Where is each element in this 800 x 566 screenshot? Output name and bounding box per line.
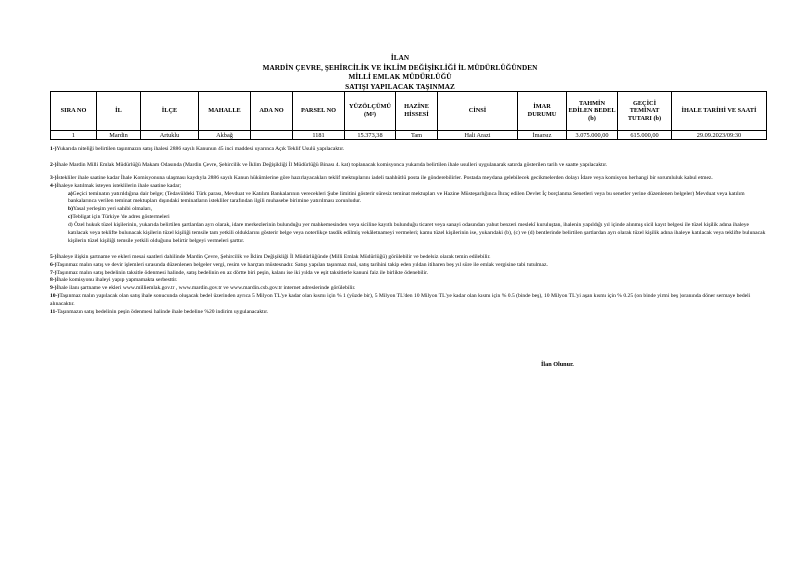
- clause-number: 11-: [50, 309, 58, 316]
- col-yuzolcumu: YÜZÖLÇÜMÜ (M²): [345, 92, 396, 131]
- clause-text: Taşınmazın satış bedelinin peşin ödenmesi halinde ihale bedeline %20 indirim uygulanacaktır.: [57, 309, 269, 316]
- header-subject: SATIŞI YAPILACAK TAŞINMAZ: [345, 82, 455, 91]
- header-authority: MARDİN ÇEVRE, ŞEHİRCİLİK VE İKLİM DEĞİŞİKLİĞİ İL MÜDÜRLÜĞÜNDEN: [262, 63, 538, 72]
- col-sira-no: SIRA NO: [51, 92, 97, 131]
- col-il: İL: [97, 92, 141, 131]
- subclause-label: a): [68, 190, 73, 197]
- clause-4c: [50, 214, 768, 222]
- col-imar-durumu: İMAR DURUMU: [518, 92, 567, 131]
- property-table: [50, 91, 767, 140]
- clause-text: Yukarıda niteliği belirtilen taşınmazın satış ihalesi 2886 sayılı Kanunun 45 inci maddesi uyarınca Açık Teklif Usulü yapılacaktır.: [56, 146, 345, 152]
- clause-11: [50, 309, 768, 317]
- announcement-header: [0, 54, 800, 92]
- col-gecici-teminat: GEÇİCİ TEMİNAT TUTARI (b): [618, 92, 672, 131]
- clause-4d: [50, 222, 768, 246]
- cell-gecici-teminat: 615.000,00: [618, 131, 672, 140]
- header-title: İLAN: [390, 54, 410, 62]
- col-cinsi: CİNSİ: [438, 92, 518, 131]
- clause-text: Taşınmaz malın satış bedelinin taksitle ödenmesi halinde, satış bedelinin en az dörtte biri peşin, kalanı ise iki yılda ve eşit taksitlerle kanuni faiz ile birlikte ödenebilir.: [56, 269, 429, 276]
- clause-number: 9-): [50, 285, 57, 292]
- col-ada-no: ADA NO: [251, 92, 293, 131]
- clause-number: 8-): [50, 277, 57, 284]
- clause-6: [50, 262, 768, 270]
- clause-4a: [50, 191, 768, 207]
- clause-3: [50, 175, 768, 183]
- subclause-label: d): [68, 222, 73, 229]
- cell-imar-durumu: İmarsız: [518, 131, 567, 140]
- cell-sira-no: 1: [51, 131, 97, 140]
- clause-1: [50, 146, 768, 154]
- clause-10: [50, 293, 768, 309]
- cell-yuzolcumu: 15.373,38: [345, 131, 396, 140]
- cell-ilce: Artuklu: [141, 131, 199, 140]
- header-department: MİLLİ EMLAK MÜDÜRLÜĞÜ: [348, 73, 452, 82]
- clause-text: Taşınmaz malın yapılacak olan satış ihale sonucunda oluşacak bedel üzerinden ayrıca 5 Milyon TL'ye kadar olan kısmı için % 1 (yüzde bir), 5 Milyon TL'den 10 Milyon TL'ye kadar olan kısmı için % 0.5 (binde beş), 10 Milyon TL'yi aşan kısmı için % 0.25 (on binde yirmi beş )oranında döner sermaye bedeli alınacaktır.: [50, 293, 751, 308]
- clause-text: Taşınmaz malın satış ve devir işlemleri sırasında düzenlenen belgeler vergi, resim ve harçtan müstesnadır. Satışı yapılan taşınmaz mal, satış tarihini takip eden yıldan itibaren beş yıl süre ile emlak vergisine tabi tutulmaz.: [56, 261, 548, 268]
- cell-il: Mardin: [97, 131, 141, 140]
- clause-5: [50, 254, 768, 262]
- clause-number: 10-): [50, 293, 60, 300]
- clause-text: İhaleye ilişkin şartname ve ekleri mesai saatleri dahilinde Mardin Çevre, Şehircilik ve İklim Değişikliği İl Müdürlüğünde (Milli Emlak Müdürlüğü) görülebilir ve bedelsiz olarak temin edilebilir.: [56, 253, 491, 260]
- clause-text: Tebligat için Türkiye 'de adres göstermeleri: [72, 214, 170, 221]
- col-mahalle: MAHALLE: [199, 92, 251, 131]
- clause-number: 2-): [50, 161, 57, 168]
- clause-2: [50, 162, 768, 170]
- clause-text: İstekliler ihale saatine kadar İhale Komisyonuna ulaşması kaydıyla 2886 sayılı Kanun hükümlerine göre hazırlayacakları teklif mektuplarını iadeli taahhütlü posta ile gönderebilirler. Postada meydana gelebilecek gecikmelerden dolayı İdare veya komisyon herhangi bir sorumluluk kabul etmez.: [56, 174, 713, 181]
- subclause-label: b): [68, 206, 73, 213]
- col-hazine-hissesi: HAZİNE HİSSESİ: [396, 92, 438, 131]
- col-ilce: İLÇE: [141, 92, 199, 131]
- cell-hazine-hissesi: Tam: [396, 131, 438, 140]
- clause-text: İhaleye katılmak isteyen isteklilerin ihale saatine kadar;: [56, 182, 182, 189]
- cell-cinsi: Hali Arazi: [438, 131, 518, 140]
- cell-ada-no: [251, 131, 293, 140]
- announcement-body: [50, 146, 768, 317]
- table-header-row: [51, 92, 767, 131]
- col-parsel-no: PARSEL NO: [293, 92, 345, 131]
- clause-number: 1-): [50, 146, 57, 152]
- clause-text: İhale komisyonu ihaleyi yapıp yapmamakta serbesttir.: [56, 277, 178, 284]
- clause-text: İhale ilanı şartname ve ekleri www.milliemlak.gov.tr , www.mardin.gov.tr ve www.mardin.csb.gov.tr internet adreslerinde görülebilir.: [56, 285, 356, 292]
- clause-number: 4-): [50, 182, 57, 189]
- clause-text: Geçici teminatın yatırıldığına dair belge; (Tedavüldeki Türk parası, Mevduat ve Katılım Bankalarının verecekleri Şube limitini gösterir süresiz teminat mektupları ve Hazine Müsteşarlığınca İhraç edilen Devlet İç borçlanma Senetleri veya bu senetler yerine düzenlenen belgeler) Mevduat veya katılım bankalarınca verilen teminat mektupları dışındaki teminatların istekliler tarafından ilgili muhasebe birimine yatırılması zorunludur.: [68, 190, 745, 205]
- subclause-label: c): [68, 214, 73, 221]
- clause-text: Özel hukuk tüzel kişilerinin, yukarıda belirtilen şartlardan ayrı olarak, idare merkezlerinin bulunduğu yer mahkemesinden veya siciline kayıtlı bulunduğu ticaret veya sanayi odasından yahut benzeri meslekî kuruluştan, ihalenin yapıldığı yıl içinde alınmış sicil kayıt belgesi ile tüzel kişilik adına ihaleye katılacak veya teklifte bulunacak kişilerin tüzel kişiliği temsile tam yetkili olduklarını gösterir belge veya noterlikçe tasdik edilmiş vekâletnameyi vermeleri; kamu tüzel kişilerinin ise, yukarıdaki (b), (c) ve (d) bentlerinde belirtilen şartlardan ayrı olarak tüzel kişilik adına ihaleye katılacak veya teklifte bulunacak kişilerin tüzel kişiliği temsile yetkili olduğunu belirtir belgeyi vermeleri şarttır.: [68, 222, 766, 244]
- cell-ihale-tarihi: 29.09.2023/09:30: [672, 131, 767, 140]
- clause-text: Yasal yerleşim yeri sahibi olmaları,: [72, 206, 153, 213]
- col-tahmin-bedel: TAHMİN EDİLEN BEDEL (b): [567, 92, 618, 131]
- cell-parsel-no: 1181: [293, 131, 345, 140]
- clause-number: 6-): [50, 261, 57, 268]
- col-ihale-tarihi: İHALE TARİHİ VE SAATİ: [672, 92, 767, 131]
- clause-number: 7-): [50, 269, 57, 276]
- clause-number: 3-): [50, 174, 57, 181]
- cell-tahmin-bedel: 3.075.000,00: [567, 131, 618, 140]
- clause-4: [50, 183, 768, 191]
- signature-line: İlan Olunur.: [541, 361, 574, 368]
- clause-text: İhale Mardin Milli Emlak Müdürlüğü Makam Odasında (Mardin Çevre, Şehircilik ve İklim Değişikliği İl Müdürlüğü Binası 4. kat) toplanacak komisyonca yukarıda belirtilen ihale usulleri uygulanarak satırda gösterilen tarih ve saatte yapılacaktır.: [56, 161, 608, 168]
- table-row: [51, 131, 767, 140]
- clause-number: 5-): [50, 253, 57, 260]
- cell-mahalle: Akbağ: [199, 131, 251, 140]
